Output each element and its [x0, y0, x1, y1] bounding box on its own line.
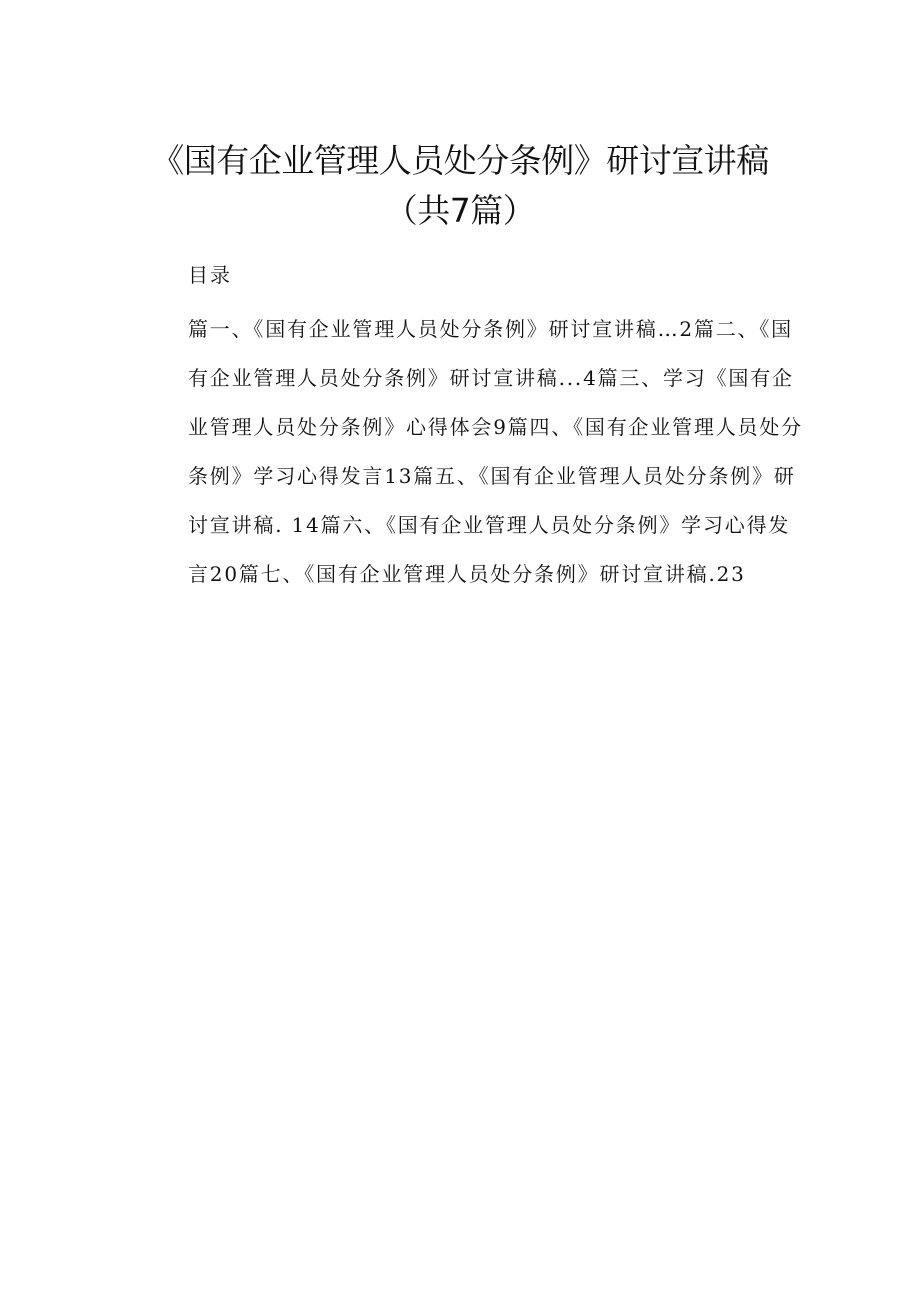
toc-entry-6[interactable]: 篇六、《国有企业管理人员处分条例》学习心得发言20 [188, 513, 791, 586]
toc-entry-7[interactable]: 篇七、《国有企业管理人员处分条例》研讨宣讲稿.23 [238, 562, 746, 586]
document-title-line1: 《国有企业管理人员处分条例》研讨宣讲稿 [151, 141, 769, 180]
toc-entry-1[interactable]: 篇一、《国有企业管理人员处分条例》研讨宣讲稿…2 [188, 317, 694, 341]
toc-entry-4[interactable]: 篇四、《国有企业管理人员处分条例》学习心得发言13 [188, 415, 803, 488]
toc-entry-5[interactable]: 篇五、《国有企业管理人员处分条例》研讨宣讲稿. 14 [188, 464, 796, 537]
table-of-contents [188, 305, 808, 599]
toc-entry-2[interactable]: 篇二、《国有企业管理人员处分条例》研讨宣讲稿...4 [188, 317, 793, 390]
document-title [0, 136, 920, 236]
toc-heading: 目录 [188, 263, 232, 287]
document-title-line2: （共7篇） [384, 191, 536, 230]
toc-entry-3[interactable]: 篇三、学习《国有企业管理人员处分条例》心得体会9 [188, 366, 794, 439]
